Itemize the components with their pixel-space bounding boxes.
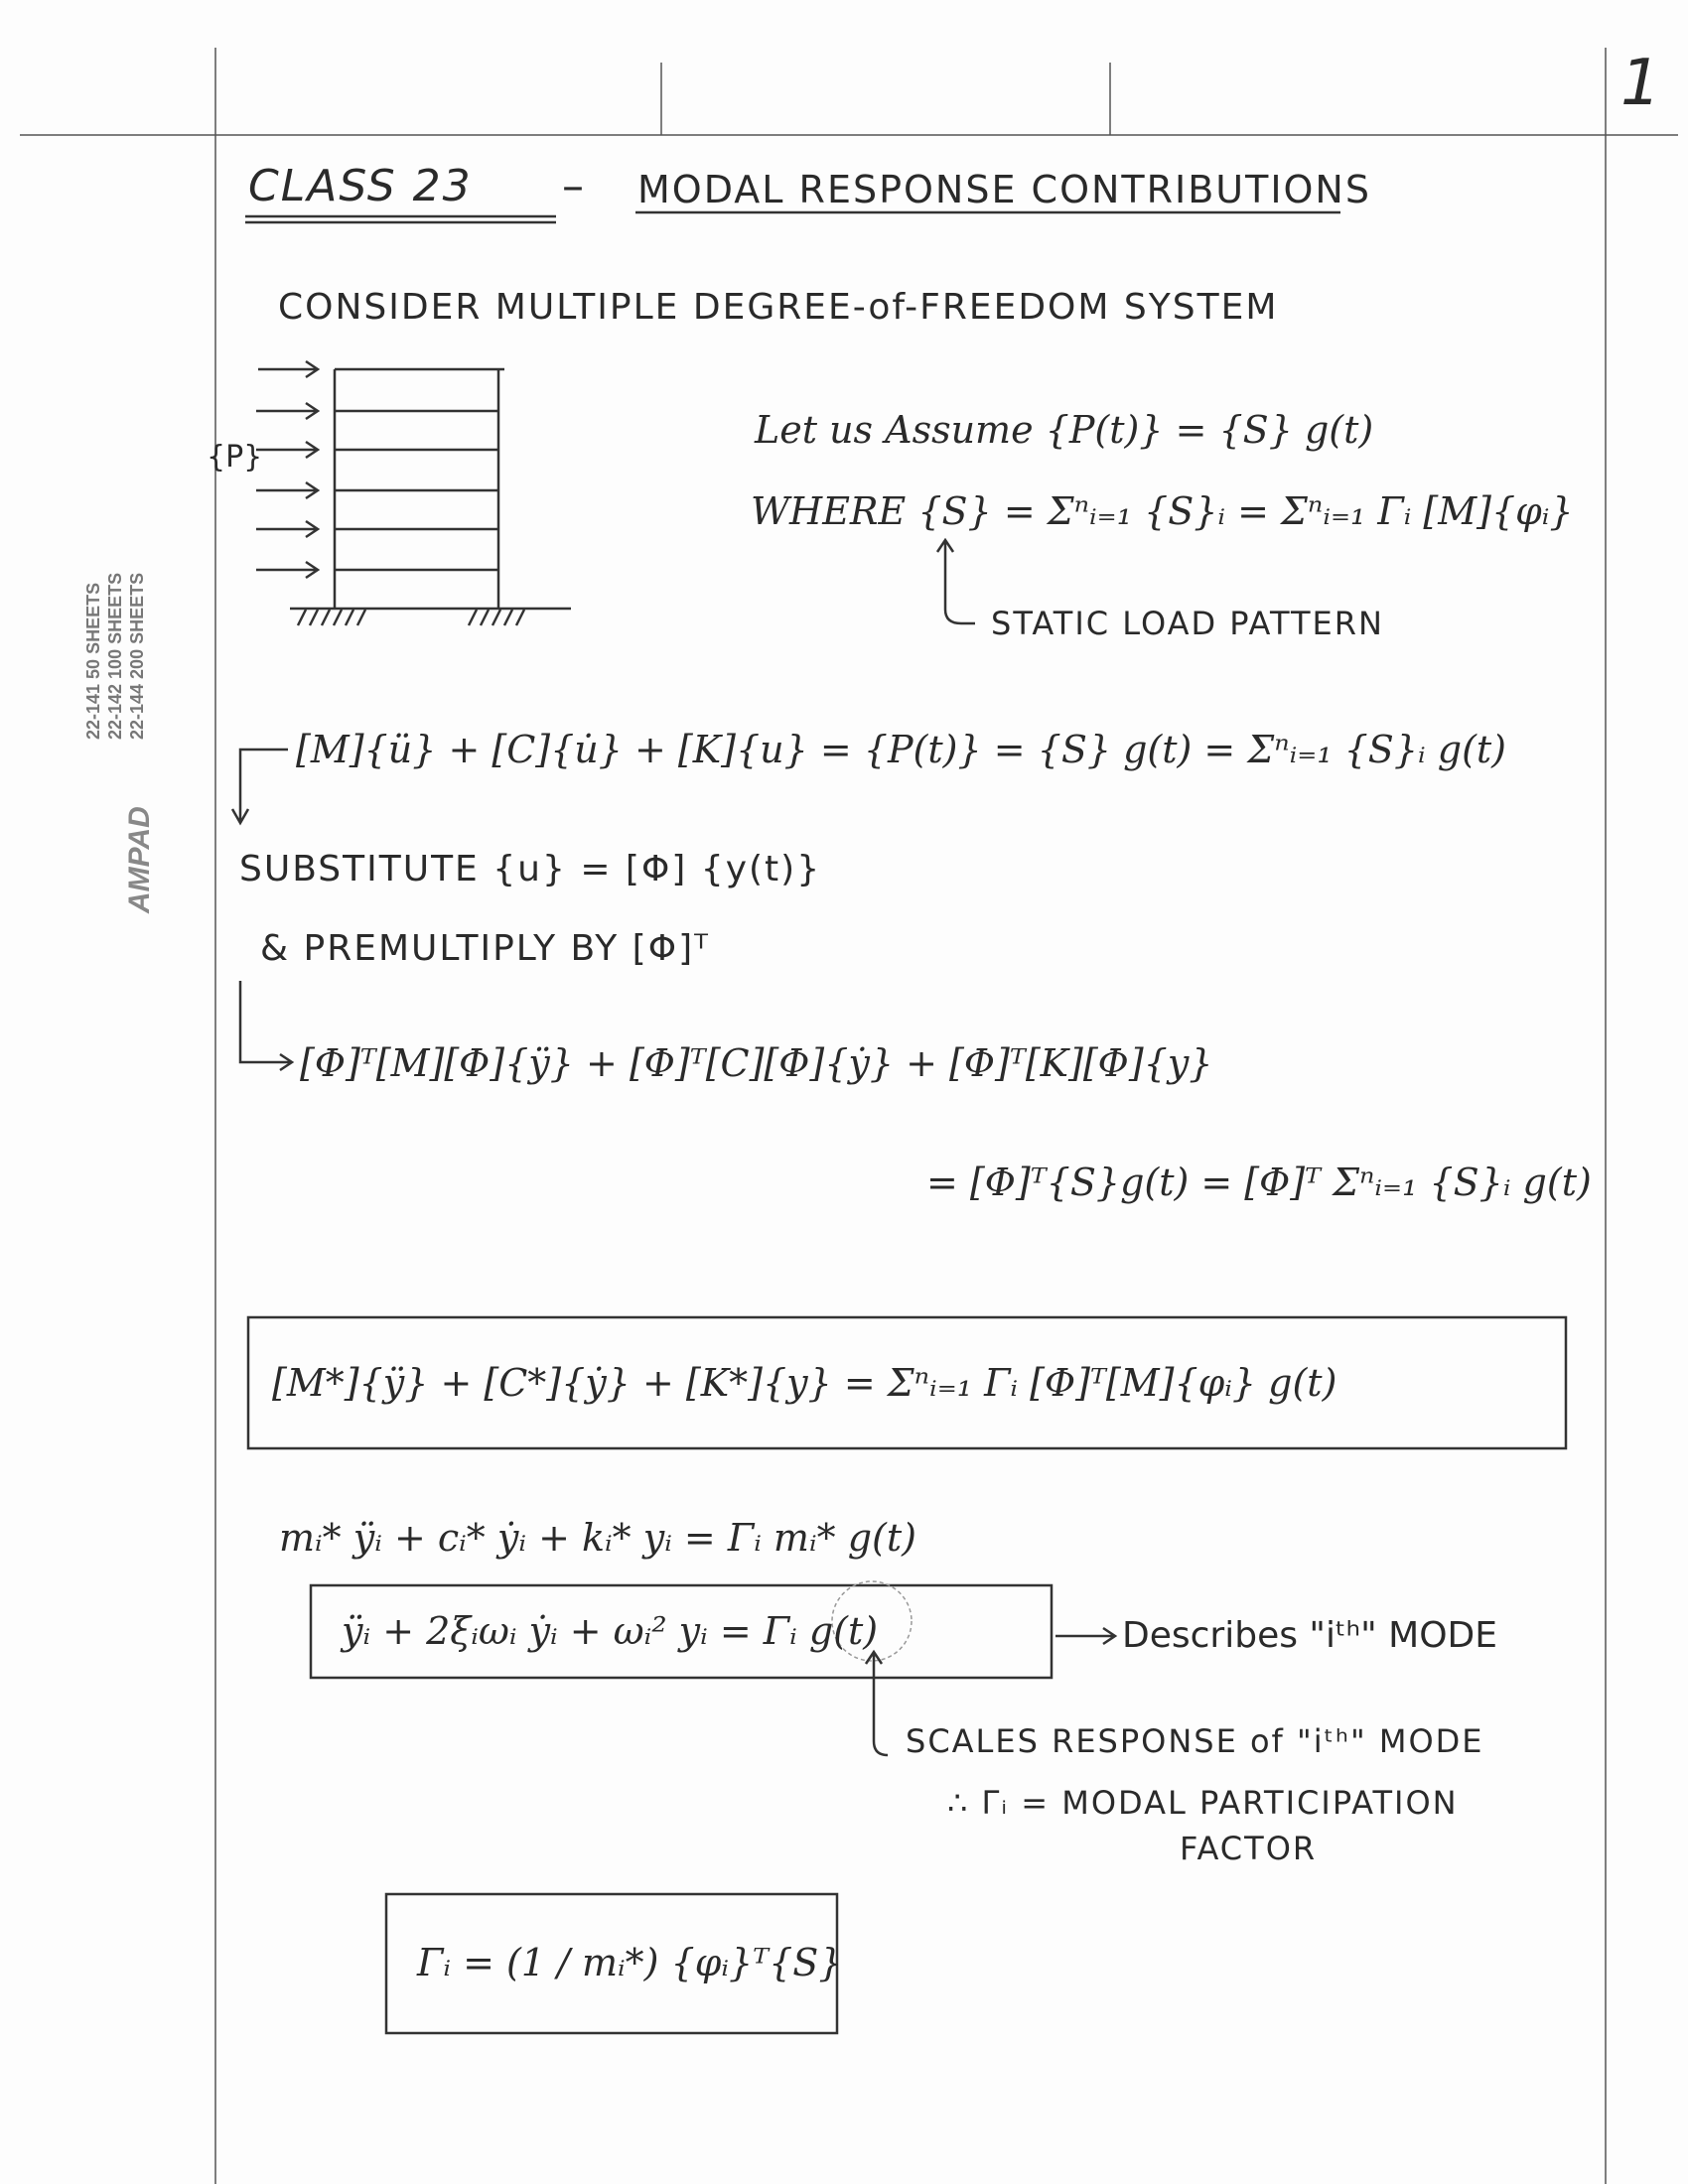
- load-arrow: [256, 442, 318, 458]
- transformed-lhs: [Φ]ᵀ[M][Φ]{ÿ} + [Φ]ᵀ[C][Φ]{ẏ} + [Φ]ᵀ[K][Φ]{y}: [300, 1041, 1213, 1085]
- normalized-modal-equation: ÿᵢ + 2ξᵢωᵢ ẏᵢ + ωᵢ² yᵢ = Γᵢ g(t): [342, 1609, 879, 1653]
- substitute-text: SUBSTITUTE {u} = [Φ] {y(t)}: [239, 849, 822, 889]
- intro-text: CONSIDER MULTIPLE DEGREE-of-FREEDOM SYSTEM: [278, 287, 1279, 328]
- page-number: 1: [1620, 47, 1661, 120]
- title-dash: –: [562, 161, 584, 211]
- static-load-label: STATIC LOAD PATTERN: [991, 605, 1384, 642]
- boxed-modal-equation: [M*]{ÿ} + [C*]{ẏ} + [K*]{y} = Σⁿᵢ₌₁ Γᵢ [Φ]ᵀ[M]{φᵢ} g(t): [272, 1361, 1337, 1405]
- gamma-definition: Γᵢ = (1 / mᵢ*) {φᵢ}ᵀ{S}: [417, 1941, 843, 1984]
- describes-arrow: [1055, 1628, 1115, 1644]
- load-vector-label: {P}: [207, 440, 263, 475]
- equation-of-motion: [M]{ü} + [C]{u̇} + [K]{u} = {P(t)} = {S} g(t) = Σⁿᵢ₌₁ {S}ᵢ g(t): [296, 728, 1506, 771]
- where-equation: WHERE {S} = Σⁿᵢ₌₁ {S}ᵢ = Σⁿᵢ₌₁ Γᵢ [M]{φᵢ}: [751, 489, 1574, 533]
- sheet-count-line: 22-142 100 SHEETS: [105, 572, 125, 740]
- building-frame-diagram: [256, 361, 571, 625]
- load-arrow: [256, 482, 318, 498]
- load-arrow: [256, 562, 318, 578]
- topic-heading: MODAL RESPONSE CONTRIBUTIONS: [637, 168, 1371, 211]
- assume-equation: Let us Assume {P(t)} = {S} g(t): [755, 408, 1374, 452]
- premultiply-text: & PREMULTIPLY BY [Φ]ᵀ: [260, 928, 710, 969]
- sheet-count-line: 22-141 50 SHEETS: [83, 582, 103, 740]
- participation-factor-text: ∴ Γᵢ = MODAL PARTICIPATION: [947, 1784, 1459, 1822]
- premultiply-arrow: [240, 981, 292, 1070]
- factor-text: FACTOR: [1180, 1830, 1318, 1867]
- scalar-modal-equation: mᵢ* ÿᵢ + cᵢ* ẏᵢ + kᵢ* yᵢ = Γᵢ mᵢ* g(t): [279, 1516, 916, 1560]
- scales-arrow: [866, 1652, 888, 1755]
- substitute-arrow: [232, 750, 288, 823]
- ampad-logo: AMPAD: [123, 806, 156, 913]
- describes-text: Describes "iᵗʰ" MODE: [1122, 1615, 1498, 1656]
- sheet-count-line: 22-144 200 SHEETS: [127, 572, 147, 740]
- transformed-rhs: = [Φ]ᵀ{S}g(t) = [Φ]ᵀ Σⁿᵢ₌₁ {S}ᵢ g(t): [926, 1160, 1592, 1204]
- load-arrow: [258, 361, 318, 377]
- scales-text: SCALES RESPONSE of "iᵗʰ" MODE: [906, 1722, 1484, 1760]
- static-pattern-arrow: [937, 540, 975, 623]
- class-heading: CLASS 23: [248, 161, 473, 211]
- load-arrow: [256, 403, 318, 419]
- load-arrow: [256, 521, 318, 537]
